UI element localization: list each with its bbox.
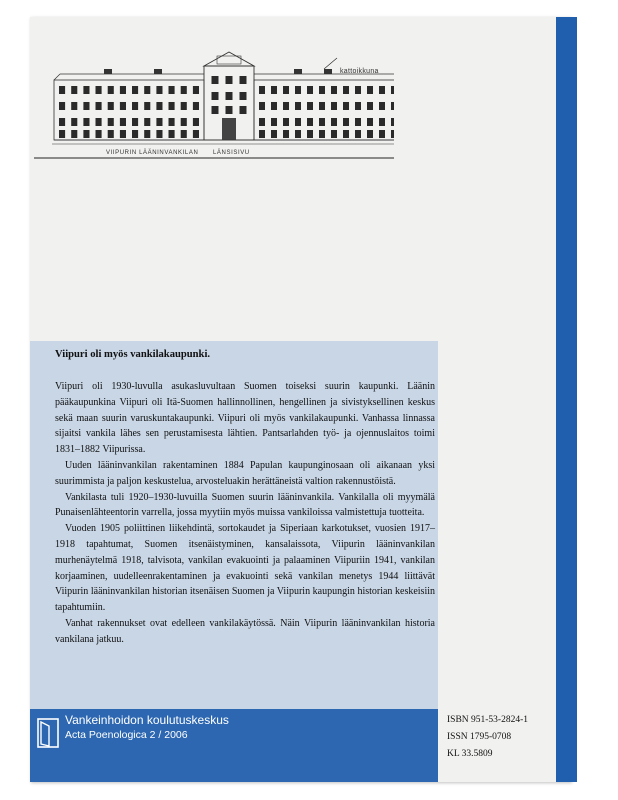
facade-window	[120, 130, 126, 138]
facade-window	[240, 92, 247, 100]
facade-window	[367, 102, 373, 110]
facade-window	[295, 102, 301, 110]
facade-window	[240, 76, 247, 84]
facade-window	[212, 106, 219, 114]
facade-window	[83, 130, 89, 138]
facade-window	[240, 106, 247, 114]
facade-window	[144, 118, 150, 126]
facade-window	[355, 102, 361, 110]
description-box	[30, 341, 438, 709]
facade-window	[379, 130, 385, 138]
publisher-bar	[30, 709, 438, 782]
facade-window	[120, 102, 126, 110]
facade-window	[283, 102, 289, 110]
facade-window	[307, 102, 313, 110]
facade-window	[391, 118, 394, 126]
facade-window	[144, 130, 150, 138]
facade-window	[169, 86, 175, 94]
facade-window	[355, 130, 361, 138]
facade-window	[295, 130, 301, 138]
facade-window	[156, 102, 162, 110]
kl-code-text: KL 33.5809	[447, 749, 493, 759]
facade-window	[96, 130, 102, 138]
facade-window	[193, 102, 199, 110]
paragraph-5: Vanhat rakennukset ovat edelleen vankilakäytössä. Näin Viipurin lääninvankilan historia vankilana jatkuu.	[55, 617, 435, 645]
facade-window	[307, 118, 313, 126]
facade-window	[259, 130, 265, 138]
book-spine	[556, 17, 577, 782]
facade-window	[59, 118, 65, 126]
facade-window	[331, 102, 337, 110]
facade-window	[59, 102, 65, 110]
facade-window	[108, 102, 114, 110]
facade-window	[193, 130, 199, 138]
drawing-caption-left: VIIPURIN LÄÄNINVANKILAN	[106, 150, 199, 156]
description-heading: Viipuri oli myös vankilakaupunki.	[55, 349, 211, 360]
publisher-name: Vankeinhoidon koulutuskeskus	[65, 713, 229, 727]
publication-series: Acta Poenologica 2 / 2006	[65, 729, 188, 741]
facade-window	[71, 102, 77, 110]
facade-window	[83, 86, 89, 94]
facade-window	[379, 86, 385, 94]
facade-window	[132, 102, 138, 110]
facade-window	[271, 118, 277, 126]
facade-window	[343, 130, 349, 138]
facade-window	[319, 86, 325, 94]
facade-window	[391, 102, 394, 110]
facade-window	[367, 130, 373, 138]
facade-window	[144, 102, 150, 110]
facade-window	[193, 86, 199, 94]
facade-window	[367, 118, 373, 126]
facade-window	[283, 130, 289, 138]
facade-window	[83, 102, 89, 110]
issn-text: ISSN 1795-0708	[447, 732, 512, 742]
facade-window	[355, 118, 361, 126]
facade-window	[331, 86, 337, 94]
isbn-text: ISBN 951-53-2824-1	[447, 715, 529, 725]
facade-window	[379, 118, 385, 126]
facade-window	[181, 102, 187, 110]
facade-window	[319, 118, 325, 126]
facade-window	[181, 130, 187, 138]
facade-window	[343, 102, 349, 110]
facade-window	[120, 86, 126, 94]
prison-facade-drawing	[24, 36, 394, 176]
facade-window	[283, 118, 289, 126]
identifiers-block	[447, 712, 528, 763]
roof-window-label: kattoikkuna	[340, 68, 379, 75]
facade-window	[108, 118, 114, 126]
facade-window	[343, 118, 349, 126]
facade-window	[169, 130, 175, 138]
facade-window	[391, 130, 394, 138]
facade-window	[156, 118, 162, 126]
paragraph-3: Vankilasta tuli 1920–1930-luvuilla Suomen suurin lääninvankila. Vankilalla oli myymälä Punaisenlähteentorin varrella, jossa myytiin myös muissa vankiloissa valmistettuja tuotteita.	[55, 491, 435, 519]
facade-window	[379, 102, 385, 110]
facade-window	[71, 86, 77, 94]
facade-window	[132, 86, 138, 94]
paragraph-2: Uuden lääninvankilan rakentaminen 1884 Papulan kaupunginosaan oli aikanaan yksi suurimmista ja paljon keskustelua, arvosteluakin herättäneistä valtion rakennustöistä.	[55, 459, 435, 487]
facade-window	[71, 118, 77, 126]
facade-window	[271, 86, 277, 94]
facade-window	[391, 86, 394, 94]
facade-window	[181, 118, 187, 126]
facade-window	[226, 76, 233, 84]
facade-illustration	[24, 36, 394, 176]
facade-window	[108, 130, 114, 138]
facade-window	[96, 86, 102, 94]
facade-window	[319, 102, 325, 110]
facade-window	[156, 86, 162, 94]
facade-window	[259, 102, 265, 110]
facade-window	[271, 102, 277, 110]
facade-window	[259, 118, 265, 126]
facade-window	[169, 102, 175, 110]
facade-window	[355, 86, 361, 94]
facade-window	[319, 130, 325, 138]
facade-window	[181, 86, 187, 94]
facade-window	[343, 86, 349, 94]
facade-window	[120, 118, 126, 126]
facade-window	[331, 118, 337, 126]
facade-window	[83, 118, 89, 126]
facade-window	[307, 130, 313, 138]
facade-window	[193, 118, 199, 126]
facade-window	[295, 86, 301, 94]
facade-window	[169, 118, 175, 126]
facade-window	[132, 130, 138, 138]
facade-window	[212, 76, 219, 84]
facade-window	[259, 86, 265, 94]
drawing-caption-right: LÄNSISIVU	[213, 150, 250, 156]
paragraph-4: Vuoden 1905 poliittinen liikehdintä, sortokaudet ja Siperiaan karkotukset, vuosien 1917–1918 tapahtumat, Suomen itsenäistyminen, kansalaissota, Viipurin lääninvankilan murhenäytelmä 1918, talvisota, vankilan evakuointi ja palaaminen Viipuriin 1941, vankilan korjaaminen, uudelleenrakentaminen ja evakuointi sekä vankilan menetys 1944 liittävät Viipurin lääninvankilan historian itsenäisen Suomen ja Viipurin kaupungin historian keskeisiin tapahtumiin.	[55, 523, 435, 614]
facade-window	[108, 86, 114, 94]
facade-window	[144, 86, 150, 94]
paragraph-1: Viipuri oli 1930-luvulla asukasluvultaan Suomen toiseksi suurin kaupunki. Läänin pääkaupunkina Viipuri oli Itä-Suomen hallinnollinen, hengellinen ja sivistyksellinen keskus sekä maan suurin varuskuntakaupunki. Viipuri oli myös vankilakaupunki. Vanhassa linnassa sijaitsi vankila lähes sen perustamisesta lähtien. Pantsarlahden työ- ja ojennuslaitos toimi 1831–1882 Viipurissa.	[55, 381, 435, 456]
facade-window	[71, 130, 77, 138]
facade-window	[226, 92, 233, 100]
facade-window	[307, 86, 313, 94]
facade-window	[212, 92, 219, 100]
facade-window	[59, 130, 65, 138]
facade-window	[331, 130, 337, 138]
facade-window	[96, 102, 102, 110]
facade-window	[132, 118, 138, 126]
facade-window	[226, 106, 233, 114]
facade-window	[96, 118, 102, 126]
facade-window	[271, 130, 277, 138]
publisher-logo-icon	[37, 718, 59, 748]
facade-window	[59, 86, 65, 94]
facade-window	[283, 86, 289, 94]
facade-window	[156, 130, 162, 138]
description-body	[55, 379, 435, 648]
facade-window	[295, 118, 301, 126]
facade-window	[367, 86, 373, 94]
